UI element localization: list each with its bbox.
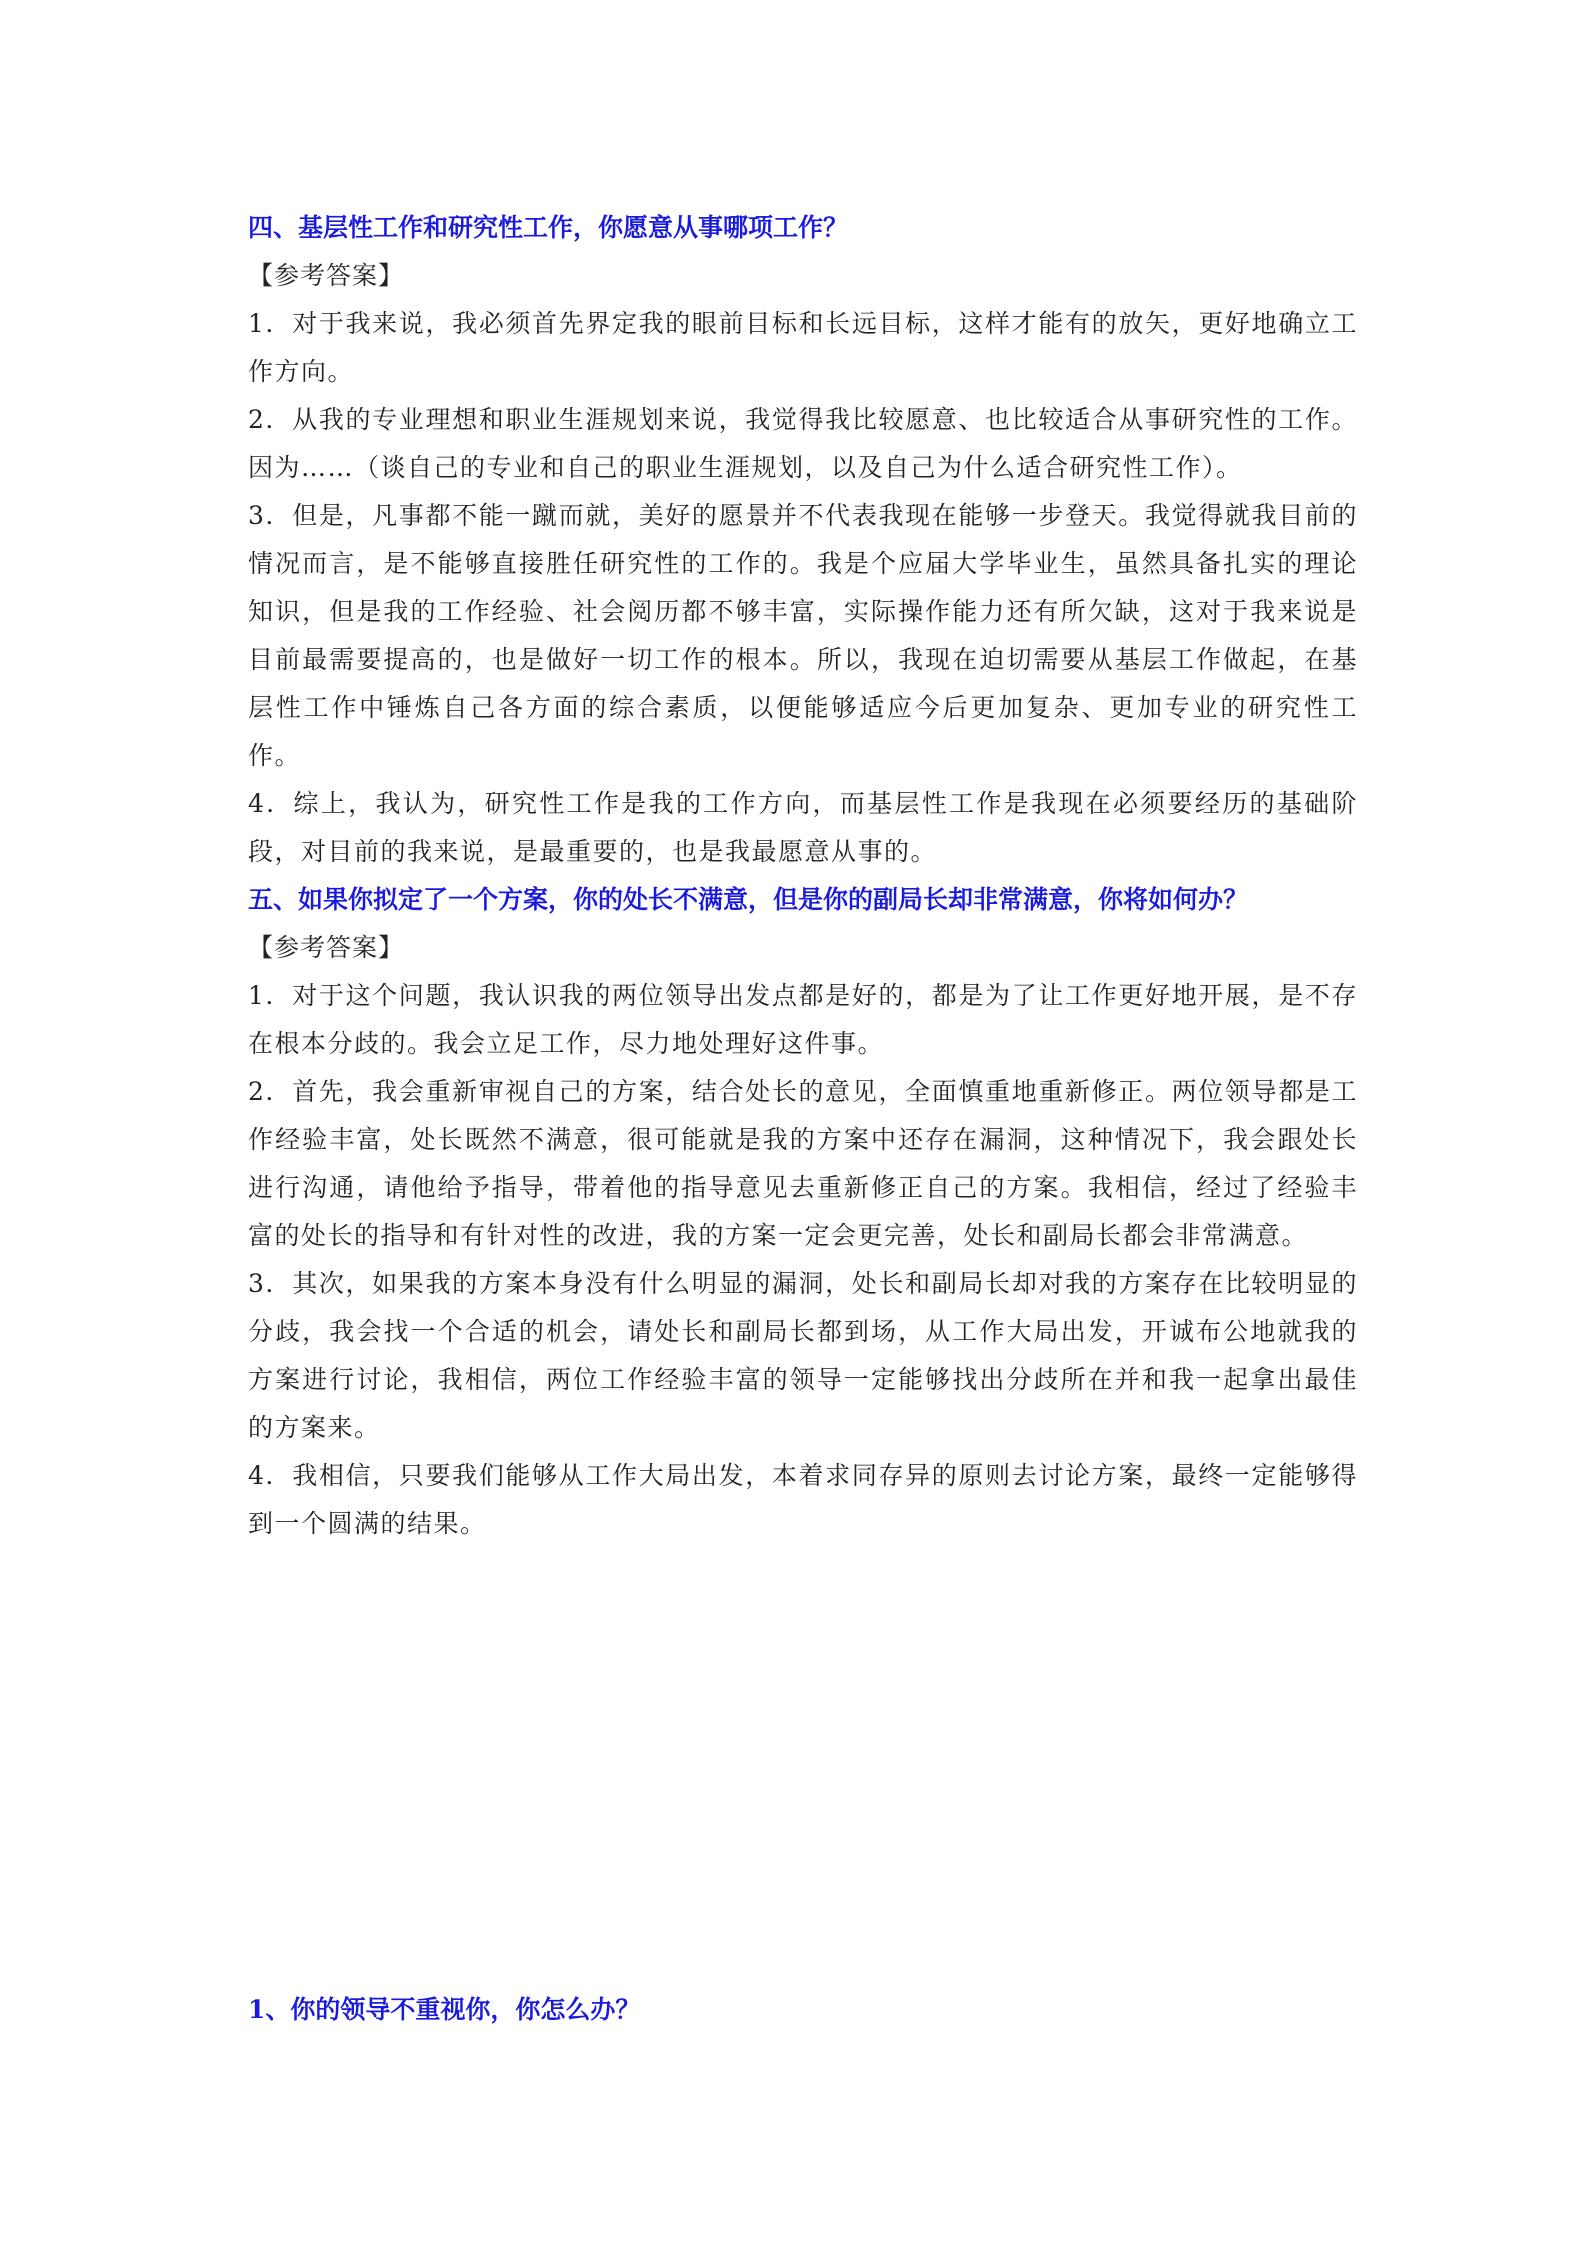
answer-paragraph: 1．对于我来说，我必须首先界定我的眼前目标和长远目标，这样才能有的放矢，更好地确立工作方向。 <box>248 309 1358 386</box>
answer-paragraph: 4．综上，我认为，研究性工作是我的工作方向，而基层性工作是我现在必须要经历的基础阶段，对目前的我来说，是最重要的，也是我最愿意从事的。 <box>248 789 1358 866</box>
next-question-heading: 1、你的领导不重视你，你怎么办？ <box>248 1995 641 2024</box>
next-question <box>248 1986 1358 2034</box>
answer-paragraph: 3．但是，凡事都不能一蹴而就，美好的愿景并不代表我现在能够一步登天。我觉得就我目前的情况而言，是不能够直接胜任研究性的工作的。我是个应届大学毕业生，虽然具备扎实的理论知识，但是我的工作经验、社会阅历都不够丰富，实际操作能力还有所欠缺，这对于我来说是目前最需要提高的，也是做好一切工作的根本。所以，我现在迫切需要从基层工作做起，在基层性工作中锤炼自己各方面的综合素质，以便能够适应今后更加复杂、更加专业的研究性工作。 <box>248 501 1358 770</box>
answer-paragraph: 2．从我的专业理想和职业生涯规划来说，我觉得我比较愿意、也比较适合从事研究性的工作。因为……（谈自己的专业和自己的职业生涯规划，以及自己为什么适合研究性工作）。 <box>248 405 1358 482</box>
section-4 <box>248 204 1358 876</box>
answer-paragraph: 2．首先，我会重新审视自己的方案，结合处长的意见，全面慎重地重新修正。两位领导都是工作经验丰富，处长既然不满意，很可能就是我的方案中还存在漏洞，这种情况下，我会跟处长进行沟通，请他给予指导，带着他的指导意见去重新修正自己的方案。我相信，经过了经验丰富的处长的指导和有针对性的改进，我的方案一定会更完善，处长和副局长都会非常满意。 <box>248 1077 1358 1250</box>
reference-answer-label: 【参考答案】 <box>248 261 405 290</box>
answer-paragraph: 3．其次，如果我的方案本身没有什么明显的漏洞，处长和副局长却对我的方案存在比较明显的分歧，我会找一个合适的机会，请处长和副局长都到场，从工作大局出发，开诚布公地就我的方案进行讨论，我相信，两位工作经验丰富的领导一定能够找出分歧所在并和我一起拿出最佳的方案来。 <box>248 1269 1358 1442</box>
section-heading: 五、如果你拟定了一个方案，你的处长不满意，但是你的副局长却非常满意，你将如何办？ <box>248 885 1249 914</box>
answer-paragraph: 4．我相信，只要我们能够从工作大局出发，本着求同存异的原则去讨论方案，最终一定能够得到一个圆满的结果。 <box>248 1461 1358 1538</box>
section-5 <box>248 876 1358 1548</box>
section-heading: 四、基层性工作和研究性工作，你愿意从事哪项工作？ <box>248 213 849 242</box>
page-content <box>248 204 1358 1548</box>
answer-paragraph: 1．对于这个问题，我认识我的两位领导出发点都是好的，都是为了让工作更好地开展，是不存在根本分歧的。我会立足工作，尽力地处理好这件事。 <box>248 981 1358 1058</box>
reference-answer-label: 【参考答案】 <box>248 933 405 962</box>
